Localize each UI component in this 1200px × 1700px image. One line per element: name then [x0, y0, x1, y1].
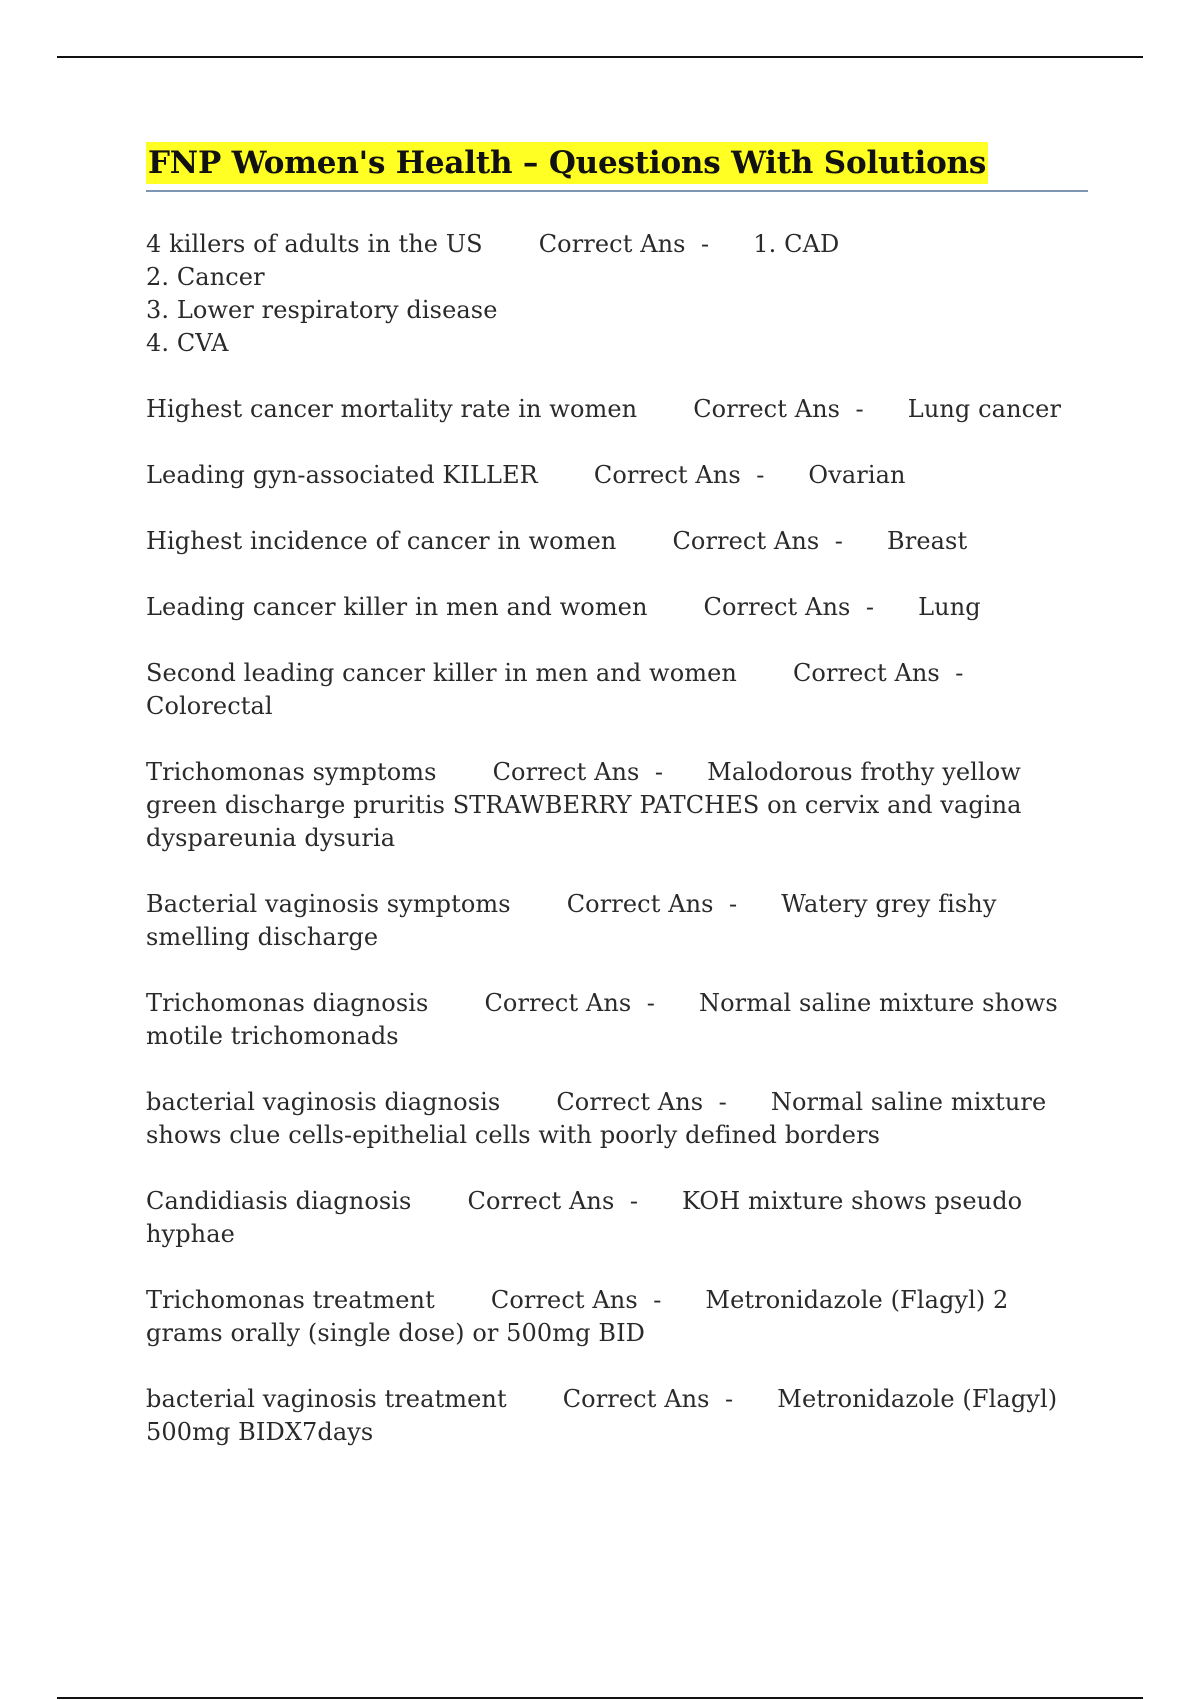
answer-label: Correct Ans - — [703, 593, 875, 621]
qa-item — [146, 1086, 1088, 1152]
question-text: Leading gyn-associated KILLER — [146, 461, 538, 489]
header-rule — [57, 56, 1143, 58]
question-text: Leading cancer killer in men and women — [146, 593, 648, 621]
answer-text: Watery grey fishy smelling discharge — [146, 890, 1005, 951]
question-text: Trichomonas treatment — [146, 1286, 435, 1314]
qa-item — [146, 228, 1088, 360]
answer-text: Ovarian — [808, 461, 906, 489]
question-text: Candidiasis diagnosis — [146, 1187, 412, 1215]
qa-item — [146, 1383, 1088, 1449]
answer-text: Metronidazole (Flagyl) 500mg BIDX7days — [146, 1385, 1065, 1446]
footer-rule — [57, 1697, 1143, 1699]
qa-item — [146, 1185, 1088, 1251]
answer-label: Correct Ans - — [490, 1286, 662, 1314]
question-text: Trichomonas diagnosis — [146, 989, 429, 1017]
question-text: Highest incidence of cancer in women — [146, 527, 617, 555]
question-text: 4 killers of adults in the US — [146, 230, 483, 258]
qa-item — [146, 1284, 1088, 1350]
qa-item — [146, 459, 1088, 492]
answer-text: Lung — [918, 593, 981, 621]
question-text: Highest cancer mortality rate in women — [146, 395, 638, 423]
answer-label: Correct Ans - — [593, 461, 765, 489]
answer-text: Metronidazole (Flagyl) 2 grams orally (single dose) or 500mg BID — [146, 1286, 1017, 1347]
question-text: bacterial vaginosis treatment — [146, 1385, 507, 1413]
answer-label: Correct Ans - — [556, 1088, 727, 1116]
question-text: bacterial vaginosis diagnosis — [146, 1088, 501, 1116]
qa-item — [146, 525, 1088, 558]
answer-text: Normal saline mixture shows clue cells-epithelial cells with poorly defined borders — [146, 1088, 1055, 1149]
answer-text: 1. CAD 2. Cancer 3. Lower respiratory disease 4. CVA — [146, 230, 840, 357]
answer-label: Correct Ans - — [672, 527, 844, 555]
answer-text: Breast — [887, 527, 968, 555]
answer-text: Colorectal — [146, 692, 273, 720]
qa-item — [146, 657, 1088, 723]
title-block — [146, 142, 1088, 192]
question-text: Trichomonas symptoms — [146, 758, 437, 786]
answer-label: Correct Ans - — [792, 659, 964, 687]
answer-text: Normal saline mixture shows motile trichomonads — [146, 989, 1066, 1050]
answer-text: Lung cancer — [907, 395, 1062, 423]
answer-label: Correct Ans - — [538, 230, 710, 258]
answer-text: Malodorous frothy yellow green discharge pruritis STRAWBERRY PATCHES on cervix and vagina dyspareunia dysuria — [146, 758, 1030, 852]
answer-label: Correct Ans - — [467, 1187, 639, 1215]
qa-item — [146, 888, 1088, 954]
qa-item — [146, 987, 1088, 1053]
page-title: FNP Women's Health – Questions With Solutions — [146, 142, 988, 184]
qa-list — [146, 228, 1088, 1482]
question-text: Bacterial vaginosis symptoms — [146, 890, 511, 918]
title-underline — [146, 190, 1088, 192]
answer-label: Correct Ans - — [566, 890, 738, 918]
qa-item — [146, 393, 1088, 426]
qa-item — [146, 591, 1088, 624]
qa-item — [146, 756, 1088, 855]
answer-label: Correct Ans - — [693, 395, 864, 423]
answer-label: Correct Ans - — [484, 989, 656, 1017]
question-text: Second leading cancer killer in men and women — [146, 659, 737, 687]
answer-text: KOH mixture shows pseudo hyphae — [146, 1187, 1030, 1248]
answer-label: Correct Ans - — [492, 758, 664, 786]
answer-label: Correct Ans - — [562, 1385, 734, 1413]
